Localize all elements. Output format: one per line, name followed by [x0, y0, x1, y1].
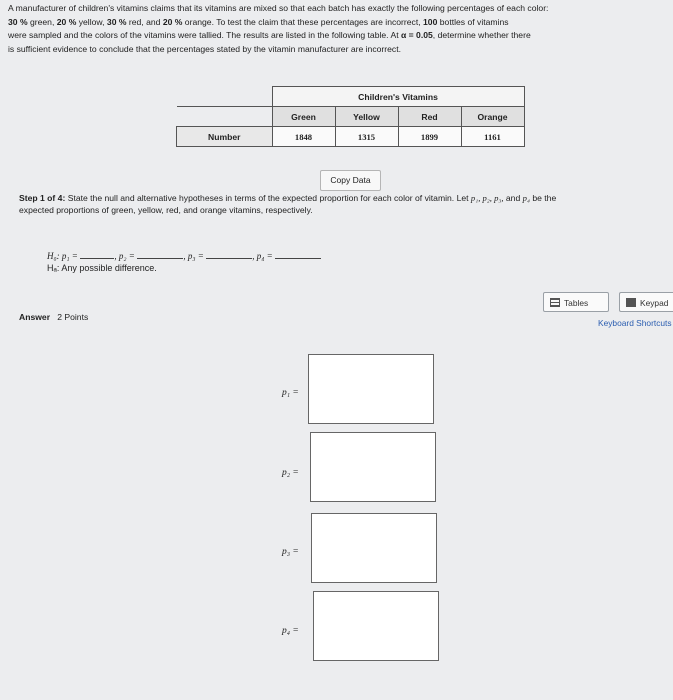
- header-red: Red: [398, 107, 461, 127]
- step-text: be the: [529, 193, 557, 203]
- p2-label: , p₂ =: [114, 251, 135, 261]
- null-hypothesis: [47, 249, 321, 262]
- step-label: Step 1 of 4:: [19, 193, 66, 203]
- step-text: State the null and alternative hypotheses in terms of the expected proportion for each color of vitamin. Let: [65, 193, 471, 203]
- p4-answer-input[interactable]: [313, 591, 439, 661]
- problem-text: were sampled and the colors of the vitamins were tallied. The results are listed in the following table. At: [8, 30, 401, 40]
- problem-line-3: [8, 29, 663, 43]
- percent-orange: 20 %: [162, 16, 183, 27]
- problem-text: , determine whether there: [432, 30, 531, 40]
- percent-red: 30 %: [106, 16, 127, 27]
- problem-line-4: [8, 43, 663, 57]
- problem-text: A manufacturer of children's vitamins claims that its vitamins are mixed so that each batch has exactly the following percentages of each color:: [8, 3, 549, 13]
- problem-statement: [8, 2, 663, 56]
- keypad-button[interactable]: [619, 292, 673, 312]
- keyboard-shortcuts-link[interactable]: Keyboard Shortcuts: [598, 318, 672, 328]
- table-icon: [550, 298, 560, 307]
- table-title: Children's Vitamins: [272, 87, 524, 107]
- bottle-count: 100: [423, 16, 438, 27]
- blank-p1: [80, 249, 114, 259]
- step-text: and: [503, 193, 523, 203]
- header-yellow: Yellow: [335, 107, 398, 127]
- tables-label: Tables: [564, 298, 589, 308]
- table-corner: [177, 107, 273, 127]
- problem-text: red, and: [126, 16, 163, 27]
- problem-text: orange. To test the claim that these percentages are incorrect,: [182, 16, 424, 27]
- p3-answer-label: p₃ =: [282, 547, 299, 557]
- blank-p2: [137, 249, 183, 259]
- blank-p3: [206, 249, 252, 259]
- value-yellow: 1315: [335, 127, 398, 147]
- percent-yellow: 20 %: [56, 16, 77, 27]
- vitamins-table: [176, 86, 525, 147]
- copy-data-button[interactable]: Copy Data: [320, 170, 381, 191]
- problem-text: bottles of vitamins: [437, 16, 509, 27]
- alpha-value: α = 0.05: [400, 30, 433, 40]
- p2-answer-label: p₂ =: [282, 468, 299, 478]
- problem-text: is sufficient evidence to conclude that the percentages stated by the vitamin manufacturer are incorrect.: [8, 43, 401, 54]
- p1-answer-input[interactable]: [308, 354, 434, 424]
- p4-label: , p₄ =: [252, 251, 273, 261]
- problem-text: green,: [27, 16, 57, 27]
- answer-label: Answer: [19, 312, 51, 322]
- answer-points: 2 Points: [57, 312, 89, 322]
- problem-text: yellow,: [76, 16, 107, 27]
- header-orange: Orange: [461, 107, 524, 127]
- p4-answer-label: p₄ =: [282, 626, 299, 636]
- step-instructions: [19, 192, 664, 216]
- tables-button[interactable]: [543, 292, 609, 312]
- step-vars: p₄: [522, 193, 530, 203]
- value-red: 1899: [398, 127, 461, 147]
- keypad-icon: [626, 298, 636, 307]
- p1-answer-label: p₁ =: [282, 388, 299, 398]
- problem-line-1: [8, 2, 663, 16]
- problem-line-2: [8, 16, 663, 30]
- value-green: 1848: [272, 127, 335, 147]
- blank-p4: [275, 249, 321, 259]
- p3-label: , p₃ =: [183, 251, 204, 261]
- answer-header: [19, 312, 88, 322]
- table-corner: [177, 87, 273, 107]
- alternative-hypothesis: Hₐ: Any possible difference.: [47, 263, 157, 273]
- value-orange: 1161: [461, 127, 524, 147]
- step-text: expected proportions of green, yellow, red, and orange vitamins, respectively.: [19, 205, 313, 215]
- p3-answer-input[interactable]: [311, 513, 437, 583]
- p2-answer-input[interactable]: [310, 432, 436, 502]
- step-vars: p₁, p₂, p₃,: [470, 193, 504, 203]
- keypad-label: Keypad: [640, 298, 669, 308]
- percent-green: 30 %: [8, 16, 28, 27]
- h0-label: H₀: p₁ =: [47, 251, 78, 261]
- row-label-number: Number: [177, 127, 273, 147]
- header-green: Green: [272, 107, 335, 127]
